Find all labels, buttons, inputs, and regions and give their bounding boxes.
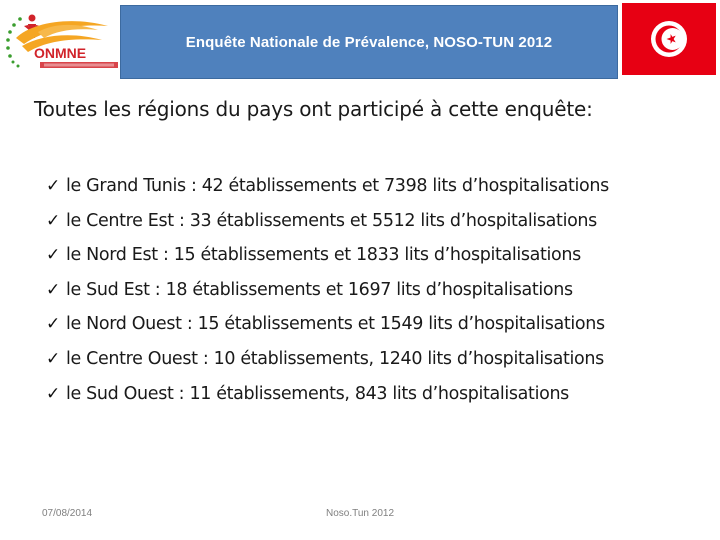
list-item xyxy=(46,245,609,280)
list-item xyxy=(46,211,609,246)
tunisia-flag xyxy=(622,3,716,75)
footer-date: 07/08/2014 xyxy=(42,508,93,519)
list-item xyxy=(46,314,609,349)
checkmark-icon: ✓ xyxy=(46,314,60,335)
header-title: Enquête Nationale de Prévalence, NOSO-TUN 2012 xyxy=(185,33,553,51)
checkmark-icon: ✓ xyxy=(46,176,60,196)
list-item xyxy=(46,176,609,211)
region-list xyxy=(46,176,609,418)
list-item-text: le Nord Ouest : 15 établissements et 1549 lits d’hospitalisations xyxy=(66,314,605,335)
list-item xyxy=(46,349,609,384)
list-item-text: le Sud Ouest : 11 établissements, 843 lits d’hospitalisations xyxy=(66,383,569,404)
header-banner xyxy=(120,5,618,79)
intro-text: Toutes les régions du pays ont participé à cette enquête: xyxy=(34,97,593,121)
checkmark-icon: ✓ xyxy=(46,348,60,369)
checkmark-icon: ✓ xyxy=(46,210,60,231)
logo-text: ONMNE xyxy=(33,45,87,61)
list-item-text: le Centre Ouest : 10 établissements, 1240 lits d’hospitalisations xyxy=(66,348,604,369)
footer-title: Noso.Tun 2012 xyxy=(326,508,395,519)
list-item xyxy=(46,280,609,315)
onmne-logo xyxy=(2,4,118,76)
checkmark-icon: ✓ xyxy=(46,279,60,300)
list-item-text: le Grand Tunis : 42 établissements et 7398 lits d’hospitalisations xyxy=(66,176,609,196)
list-item xyxy=(46,384,609,419)
checkmark-icon: ✓ xyxy=(46,245,60,266)
list-item-text: le Nord Est : 15 établissements et 1833 lits d’hospitalisations xyxy=(66,245,581,266)
checkmark-icon: ✓ xyxy=(46,383,60,404)
list-item-text: le Sud Est : 18 établissements et 1697 lits d’hospitalisations xyxy=(66,279,573,300)
list-item-text: le Centre Est : 33 établissements et 5512 lits d’hospitalisations xyxy=(66,210,597,231)
